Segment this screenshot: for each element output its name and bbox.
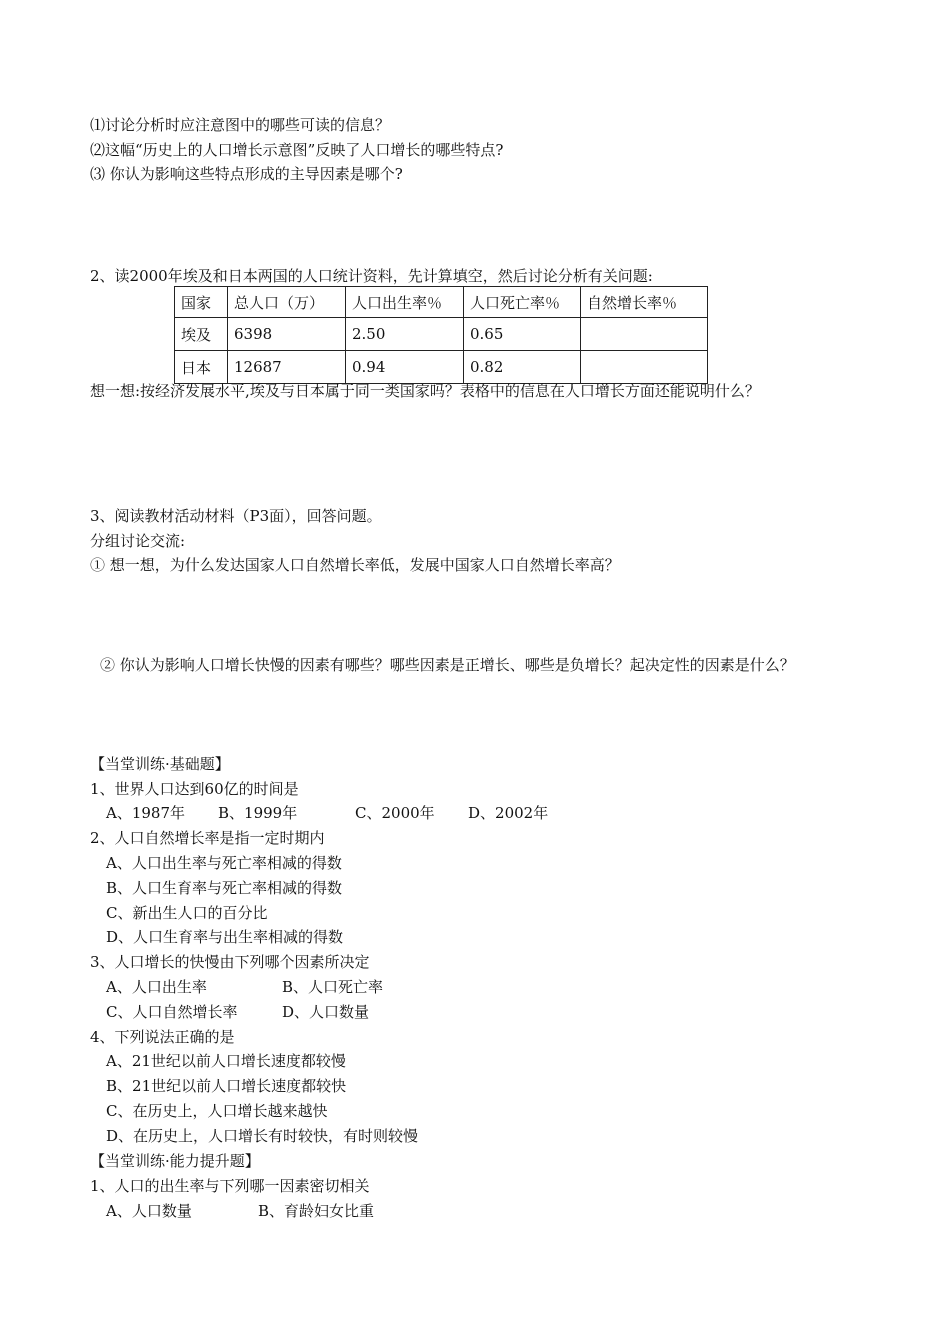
table-header-cell: 人口死亡率％ (464, 287, 581, 318)
q2-think: 想一想:按经济发展水平,埃及与日本属于同一类国家吗？表格中的信息在人口增长方面还能说明什么？ (90, 382, 760, 400)
table-cell-blank[interactable] (581, 351, 708, 384)
q3-sub2: ② 你认为影响人口增长快慢的因素有哪些？哪些因素是正增长、哪些是负增长？起决定性的因素是什么？ (100, 656, 795, 674)
population-table (174, 286, 708, 384)
table-header-cell: 国家 (175, 287, 228, 318)
basic-q2-option-a: A、人口出生率与死亡率相减的得数 (106, 854, 342, 872)
table-cell: 日本 (175, 351, 228, 384)
basic-q4-option-d: D、在历史上，人口增长有时较快，有时则较慢 (106, 1127, 419, 1145)
basic-q1-stem: 1、世界人口达到60亿的时间是 (90, 780, 299, 798)
basic-q4-stem: 4、下列说法正确的是 (90, 1028, 235, 1046)
basic-q3-option-d: D、人口数量 (282, 1003, 370, 1021)
table-cell: 2.50 (346, 318, 464, 351)
basic-q1-option-c: C、2000年 (355, 804, 435, 822)
advanced-q1-option-b: B、育龄妇女比重 (258, 1202, 375, 1220)
table-header-cell: 自然增长率％ (581, 287, 708, 318)
q3-sub1: ① 想一想，为什么发达国家人口自然增长率低，发展中国家人口自然增长率高？ (90, 556, 620, 574)
basic-q2-option-b: B、人口生育率与死亡率相减的得数 (106, 879, 343, 897)
discussion-question-1: ⑴讨论分析时应注意图中的哪些可读的信息？ (90, 116, 391, 134)
table-row (175, 318, 708, 351)
table-row (175, 351, 708, 384)
table-cell-blank[interactable] (581, 318, 708, 351)
q2-prompt: 2、读2000年埃及和日本两国的人口统计资料，先计算填空，然后讨论分析有关问题: (90, 267, 653, 285)
q3-group: 分组讨论交流: (90, 532, 186, 550)
discussion-question-3: ⑶ 你认为影响这些特点形成的主导因素是哪个? (90, 165, 403, 183)
table-cell: 0.82 (464, 351, 581, 384)
basic-q2-option-c: C、新出生人口的百分比 (106, 904, 268, 922)
advanced-q1-stem: 1、人口的出生率与下列哪一因素密切相关 (90, 1177, 370, 1195)
table-cell: 0.65 (464, 318, 581, 351)
advanced-heading: 【当堂训练·能力提升题】 (90, 1152, 260, 1170)
basic-q4-option-a: A、21世纪以前人口增长速度都较慢 (106, 1052, 346, 1070)
basic-heading: 【当堂训练·基础题】 (90, 755, 230, 773)
table-header-cell: 总人口（万） (228, 287, 346, 318)
table-header-cell: 人口出生率％ (346, 287, 464, 318)
q3-prompt: 3、阅读教材活动材料（P3面），回答问题。 (90, 507, 382, 525)
basic-q4-option-b: B、21世纪以前人口增长速度都较快 (106, 1077, 347, 1095)
table-header-row (175, 287, 708, 318)
discussion-question-2: ⑵这幅“历史上的人口增长示意图”反映了人口增长的哪些特点? (90, 141, 504, 159)
basic-q1-option-d: D、2002年 (468, 804, 549, 822)
basic-q2-stem: 2、人口自然增长率是指一定时期内 (90, 829, 325, 847)
basic-q3-stem: 3、人口增长的快慢由下列哪个因素所决定 (90, 953, 370, 971)
basic-q2-option-d: D、人口生育率与出生率相减的得数 (106, 928, 344, 946)
basic-q3-option-c: C、人口自然增长率 (106, 1003, 238, 1021)
basic-q4-option-c: C、在历史上，人口增长越来越快 (106, 1102, 328, 1120)
table-cell: 0.94 (346, 351, 464, 384)
advanced-q1-option-a: A、人口数量 (106, 1202, 192, 1220)
table-cell: 埃及 (175, 318, 228, 351)
table-cell: 6398 (228, 318, 346, 351)
basic-q3-option-a: A、人口出生率 (106, 978, 207, 996)
basic-q3-option-b: B、人口死亡率 (282, 978, 384, 996)
basic-q1-option-b: B、1999年 (218, 804, 298, 822)
table-cell: 12687 (228, 351, 346, 384)
basic-q1-option-a: A、1987年 (106, 804, 186, 822)
